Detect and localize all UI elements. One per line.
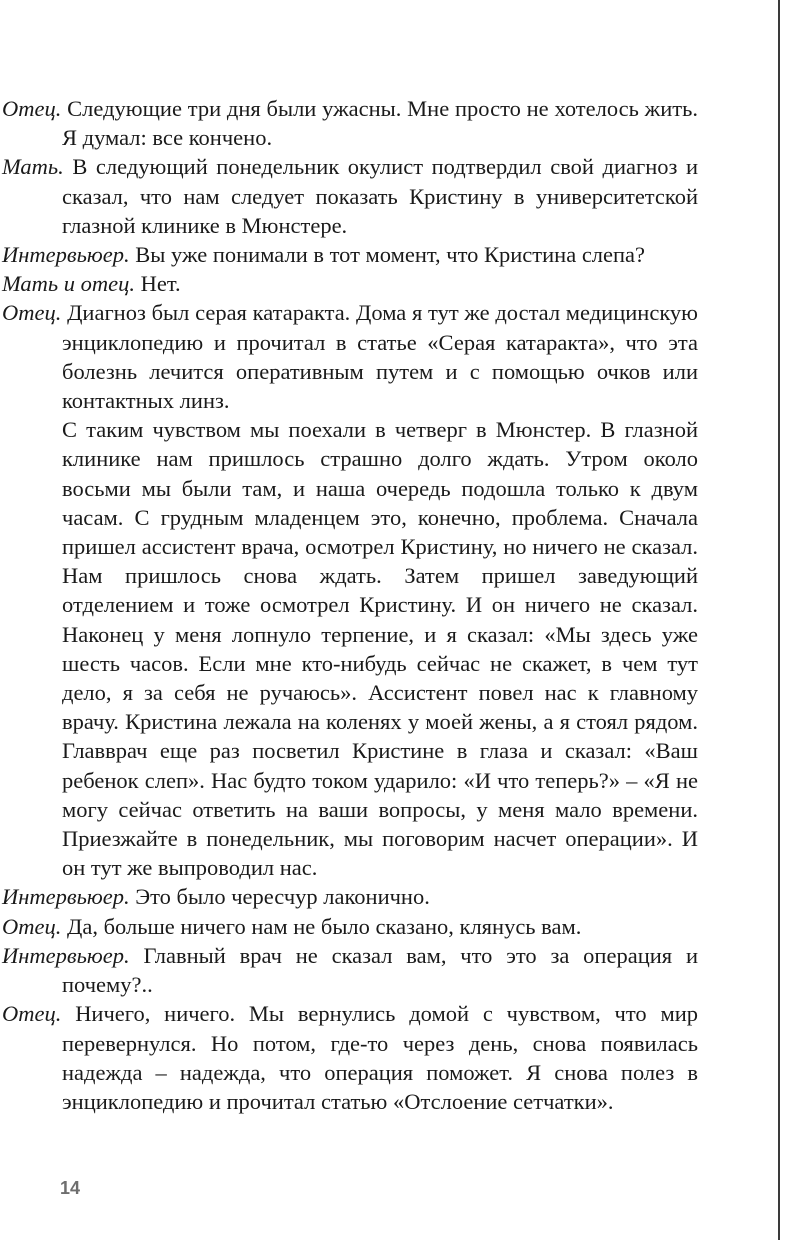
paragraph-text: Нет. — [135, 271, 181, 297]
page-edge-rule — [778, 0, 780, 1240]
paragraph-1 — [2, 94, 698, 152]
speaker-label: Отец. — [2, 1001, 62, 1027]
paragraph-text: Главный врач не сказал вам, что это за операция и почему?.. — [62, 942, 698, 998]
paragraph-text: С таким чувством мы поехали в четверг в Мюнстер. В глазной клинике нам пришлось страшно долго ждать. Утром около восьми мы были там, и наша очередь подошла только к двум часам. С грудным младенцем это, конечно, проблема. Сначала пришел ассистент врача, осмотрел Кристину, но ничего не сказал. Нам пришлось снова ждать. Затем пришел заведующий отделением и тоже осмотрел Кристину. И он ничего не сказал. Наконец у меня лопнуло терпение, и я сказал: «Мы здесь уже шесть часов. Если мне кто-нибудь сейчас не скажет, в чем тут дело, я за себя не ручаюсь». Ассистент повел нас к главному врачу. Кристина лежала на коленях у моей жены, а я стоял рядом. Главврач еще раз посветил Кристине в глаза и сказал: «Ваш ребенок слеп». Нас будто током ударило: «И что теперь?» – «Я не могу сейчас ответить на ваши вопросы, у меня мало времени. Приезжайте в понедельник, мы поговорим насчет операции». И он тут же выпроводил нас. — [62, 417, 698, 881]
paragraph-3 — [2, 240, 698, 269]
page-number: 14 — [60, 1178, 81, 1198]
speaker-label: Мать и отец. — [2, 271, 136, 297]
speaker-label: Отец. — [2, 96, 62, 121]
speaker-label: Отец. — [2, 913, 62, 939]
paragraph-text: Ничего, ничего. Мы вернулись домой с чувством, что мир перевернулся. Но потом, где-то через день, снова появилась надежда – надежда, что операция поможет. Я снова полез в энциклопедию и прочитал статью «Отслоение сетчатки». — [61, 1001, 698, 1114]
paragraph-text: Вы уже понимали в тот момент, что Кристина слепа? — [129, 242, 646, 268]
paragraph-text: В следующий понедельник окулист подтвердил свой диагноз и сказал, что нам следует показать Кристину в университетской глазной клинике в Мюнстере. — [62, 154, 698, 238]
body-text — [2, 94, 698, 1116]
paragraph-4 — [2, 269, 698, 298]
paragraph-8 — [2, 912, 698, 941]
speaker-label: Отец. — [2, 300, 62, 326]
speaker-label: Интервьюер. — [2, 942, 130, 968]
paragraph-10 — [2, 999, 698, 1116]
paragraph-text: Диагноз был серая катаракта. Дома я тут же достал медицинскую энциклопедию и прочитал в статье «Серая катаракта», что эта болезнь лечится оперативным путем и с помощью очков или контактных линз. — [61, 300, 698, 414]
paragraph-text: Да, больше ничего нам не было сказано, клянусь вам. — [61, 913, 582, 939]
paragraph-2 — [2, 152, 698, 240]
paragraph-5 — [2, 298, 698, 415]
paragraph-text: Следующие три дня были ужасны. Мне просто не хотелось жить. Я думал: все кончено. — [61, 96, 698, 151]
paragraph-text: Это было чересчур лаконично. — [129, 884, 430, 910]
speaker-label: Интервьюер. — [2, 884, 130, 910]
paragraph-6 — [2, 415, 698, 882]
speaker-label: Мать. — [2, 154, 64, 180]
paragraph-9 — [2, 941, 698, 999]
paragraph-7 — [2, 882, 698, 911]
speaker-label: Интервьюер. — [2, 242, 130, 268]
